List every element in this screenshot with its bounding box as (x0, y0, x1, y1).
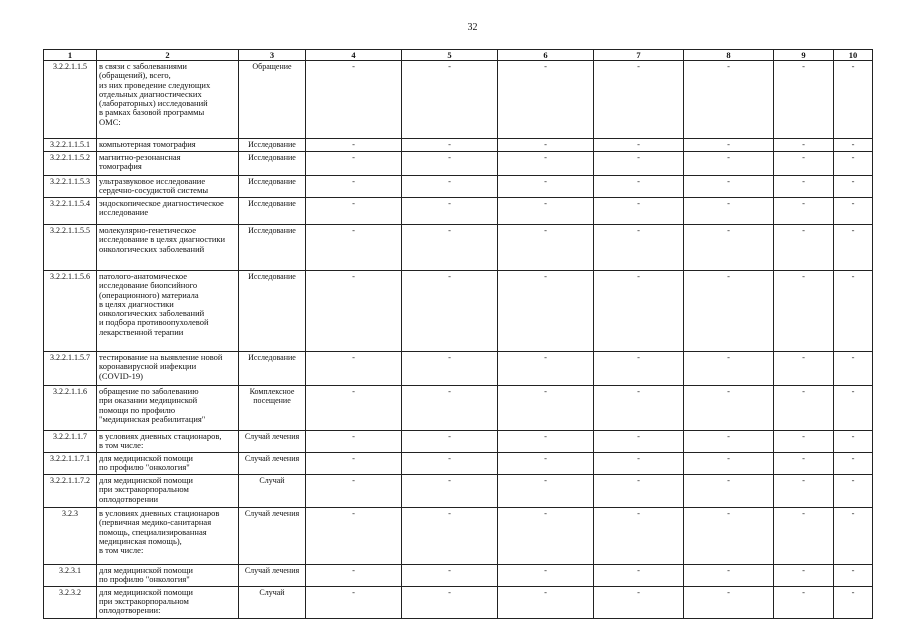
row-value-col-7: - (594, 152, 684, 176)
row-value-col-10: - (834, 586, 873, 618)
row-name: для медицинской помощи по профилю "онкология" (97, 453, 239, 475)
table-row (44, 386, 873, 431)
row-value-col-8: - (684, 352, 774, 386)
column-header-8: 8 (684, 50, 774, 61)
row-value-col-8: - (684, 508, 774, 565)
row-value-col-6: - (498, 176, 594, 198)
table-row (44, 225, 873, 271)
row-code: 3.2.2.1.1.5 (44, 61, 97, 139)
row-value-col-7: - (594, 431, 684, 453)
row-value-col-8: - (684, 565, 774, 587)
row-value-col-6: - (498, 225, 594, 271)
table-row (44, 176, 873, 198)
row-value-col-9: - (774, 453, 834, 475)
row-value-col-7: - (594, 139, 684, 152)
row-name: молекулярно-генетическое исследование в целях диагностики онкологических заболеваний (97, 225, 239, 271)
row-value-col-9: - (774, 198, 834, 225)
row-name: обращение по заболеванию при оказании медицинской помощи по профилю "медицинская реабилитация" (97, 386, 239, 431)
row-unit: Исследование (239, 352, 306, 386)
row-unit: Случай лечения (239, 431, 306, 453)
row-value-col-7: - (594, 475, 684, 508)
table-header-row (44, 50, 873, 61)
row-value-col-8: - (684, 225, 774, 271)
row-value-col-4: - (306, 565, 402, 587)
row-name: патолого-анатомическое исследование биопсийного (операционного) материала в целях диагностики онкологических заболеваний и подбора противоопухолевой лекарственной терапии (97, 271, 239, 352)
row-value-col-6: - (498, 152, 594, 176)
row-value-col-9: - (774, 176, 834, 198)
row-value-col-5: - (402, 176, 498, 198)
row-value-col-7: - (594, 352, 684, 386)
row-code: 3.2.3.1 (44, 565, 97, 587)
row-unit: Случай (239, 475, 306, 508)
row-value-col-8: - (684, 198, 774, 225)
row-name: в условиях дневных стационаров (первичная медико-санитарная помощь, специализированная медицинская помощь), в том числе: (97, 508, 239, 565)
row-value-col-10: - (834, 508, 873, 565)
row-code: 3.2.2.1.1.7.1 (44, 453, 97, 475)
table-row (44, 431, 873, 453)
row-code: 3.2.2.1.1.7.2 (44, 475, 97, 508)
row-value-col-8: - (684, 271, 774, 352)
row-value-col-7: - (594, 198, 684, 225)
column-header-3: 3 (239, 50, 306, 61)
row-value-col-8: - (684, 586, 774, 618)
row-value-col-6: - (498, 453, 594, 475)
row-name: для медицинской помощи при экстракорпоральном оплодотворении (97, 475, 239, 508)
row-value-col-5: - (402, 61, 498, 139)
row-value-col-10: - (834, 565, 873, 587)
row-value-col-4: - (306, 152, 402, 176)
row-value-col-6: - (498, 586, 594, 618)
row-name: тестирование на выявление новой коронавирусной инфекции (COVID-19) (97, 352, 239, 386)
row-code: 3.2.2.1.1.5.1 (44, 139, 97, 152)
row-value-col-5: - (402, 139, 498, 152)
row-value-col-4: - (306, 225, 402, 271)
row-unit: Обращение (239, 61, 306, 139)
row-value-col-8: - (684, 386, 774, 431)
row-value-col-9: - (774, 565, 834, 587)
row-value-col-9: - (774, 225, 834, 271)
row-unit: Случай лечения (239, 508, 306, 565)
row-unit: Исследование (239, 152, 306, 176)
row-value-col-8: - (684, 139, 774, 152)
page-number: 32 (467, 22, 478, 33)
row-name: для медицинской помощи по профилю "онкология" (97, 565, 239, 587)
row-value-col-9: - (774, 61, 834, 139)
column-header-5: 5 (402, 50, 498, 61)
row-code: 3.2.3.2 (44, 586, 97, 618)
row-value-col-5: - (402, 586, 498, 618)
table-row (44, 565, 873, 587)
row-code: 3.2.2.1.1.5.4 (44, 198, 97, 225)
row-value-col-5: - (402, 152, 498, 176)
row-value-col-10: - (834, 176, 873, 198)
table-row (44, 271, 873, 352)
row-value-col-9: - (774, 508, 834, 565)
row-name: компьютерная томография (97, 139, 239, 152)
row-name: для медицинской помощи при экстракорпоральном оплодотворении: (97, 586, 239, 618)
row-code: 3.2.2.1.1.5.7 (44, 352, 97, 386)
table-row (44, 586, 873, 618)
row-name: магнитно-резонансная томография (97, 152, 239, 176)
row-value-col-4: - (306, 586, 402, 618)
table-body (44, 61, 873, 619)
row-value-col-8: - (684, 475, 774, 508)
row-value-col-5: - (402, 431, 498, 453)
row-value-col-10: - (834, 152, 873, 176)
row-value-col-6: - (498, 352, 594, 386)
column-header-2: 2 (97, 50, 239, 61)
row-value-col-8: - (684, 152, 774, 176)
row-value-col-4: - (306, 352, 402, 386)
row-value-col-8: - (684, 176, 774, 198)
table-row (44, 475, 873, 508)
row-value-col-4: - (306, 386, 402, 431)
column-header-6: 6 (498, 50, 594, 61)
row-name: в связи с заболеваниями (обращений), всего, из них проведение следующих отдельных диагностических (лабораторных) исследований в рамках базовой программы ОМС: (97, 61, 239, 139)
row-value-col-6: - (498, 139, 594, 152)
row-value-col-9: - (774, 139, 834, 152)
row-value-col-10: - (834, 431, 873, 453)
row-value-col-9: - (774, 152, 834, 176)
row-unit: Комплексное посещение (239, 386, 306, 431)
table-row (44, 152, 873, 176)
row-value-col-5: - (402, 225, 498, 271)
row-value-col-5: - (402, 352, 498, 386)
column-header-9: 9 (774, 50, 834, 61)
row-value-col-9: - (774, 271, 834, 352)
row-value-col-10: - (834, 61, 873, 139)
row-unit: Случай (239, 586, 306, 618)
row-code: 3.2.2.1.1.5.6 (44, 271, 97, 352)
row-value-col-7: - (594, 386, 684, 431)
row-value-col-9: - (774, 431, 834, 453)
row-code: 3.2.2.1.1.5.3 (44, 176, 97, 198)
column-header-1: 1 (44, 50, 97, 61)
row-value-col-7: - (594, 565, 684, 587)
column-header-10: 10 (834, 50, 873, 61)
row-value-col-5: - (402, 565, 498, 587)
row-name: эндоскопическое диагностическое исследование (97, 198, 239, 225)
row-value-col-6: - (498, 475, 594, 508)
row-value-col-10: - (834, 139, 873, 152)
row-value-col-7: - (594, 453, 684, 475)
row-code: 3.2.2.1.1.5.5 (44, 225, 97, 271)
table-row (44, 508, 873, 565)
row-value-col-9: - (774, 352, 834, 386)
row-value-col-7: - (594, 225, 684, 271)
row-code: 3.2.2.1.1.7 (44, 431, 97, 453)
data-table (43, 49, 873, 619)
row-code: 3.2.3 (44, 508, 97, 565)
row-value-col-9: - (774, 586, 834, 618)
row-value-col-8: - (684, 61, 774, 139)
row-value-col-6: - (498, 431, 594, 453)
row-value-col-4: - (306, 475, 402, 508)
table-row (44, 139, 873, 152)
row-value-col-9: - (774, 475, 834, 508)
row-unit: Исследование (239, 225, 306, 271)
row-unit: Случай лечения (239, 453, 306, 475)
row-value-col-9: - (774, 386, 834, 431)
row-value-col-6: - (498, 198, 594, 225)
row-value-col-10: - (834, 198, 873, 225)
row-value-col-8: - (684, 431, 774, 453)
row-value-col-4: - (306, 271, 402, 352)
row-value-col-6: - (498, 508, 594, 565)
row-value-col-10: - (834, 453, 873, 475)
table-row (44, 352, 873, 386)
row-value-col-7: - (594, 508, 684, 565)
row-name: ультразвуковое исследование сердечно-сосудистой системы (97, 176, 239, 198)
row-value-col-6: - (498, 271, 594, 352)
row-value-col-4: - (306, 139, 402, 152)
table-row (44, 453, 873, 475)
row-value-col-5: - (402, 198, 498, 225)
row-code: 3.2.2.1.1.5.2 (44, 152, 97, 176)
column-header-4: 4 (306, 50, 402, 61)
row-value-col-6: - (498, 565, 594, 587)
row-value-col-10: - (834, 386, 873, 431)
row-value-col-4: - (306, 453, 402, 475)
row-unit: Исследование (239, 176, 306, 198)
row-value-col-7: - (594, 586, 684, 618)
row-value-col-4: - (306, 431, 402, 453)
row-value-col-6: - (498, 61, 594, 139)
column-header-7: 7 (594, 50, 684, 61)
row-value-col-4: - (306, 61, 402, 139)
row-value-col-4: - (306, 508, 402, 565)
table-row (44, 198, 873, 225)
row-value-col-5: - (402, 453, 498, 475)
row-value-col-4: - (306, 198, 402, 225)
row-name: в условиях дневных стационаров, в том числе: (97, 431, 239, 453)
table-row (44, 61, 873, 139)
row-value-col-10: - (834, 475, 873, 508)
row-value-col-6: - (498, 386, 594, 431)
row-value-col-10: - (834, 352, 873, 386)
row-unit: Исследование (239, 271, 306, 352)
row-value-col-5: - (402, 508, 498, 565)
row-value-col-5: - (402, 386, 498, 431)
row-value-col-8: - (684, 453, 774, 475)
row-unit: Случай лечения (239, 565, 306, 587)
row-value-col-4: - (306, 176, 402, 198)
row-value-col-7: - (594, 176, 684, 198)
row-unit: Исследование (239, 198, 306, 225)
row-unit: Исследование (239, 139, 306, 152)
row-value-col-5: - (402, 271, 498, 352)
row-value-col-10: - (834, 271, 873, 352)
row-value-col-7: - (594, 271, 684, 352)
row-code: 3.2.2.1.1.6 (44, 386, 97, 431)
row-value-col-7: - (594, 61, 684, 139)
row-value-col-5: - (402, 475, 498, 508)
row-value-col-10: - (834, 225, 873, 271)
